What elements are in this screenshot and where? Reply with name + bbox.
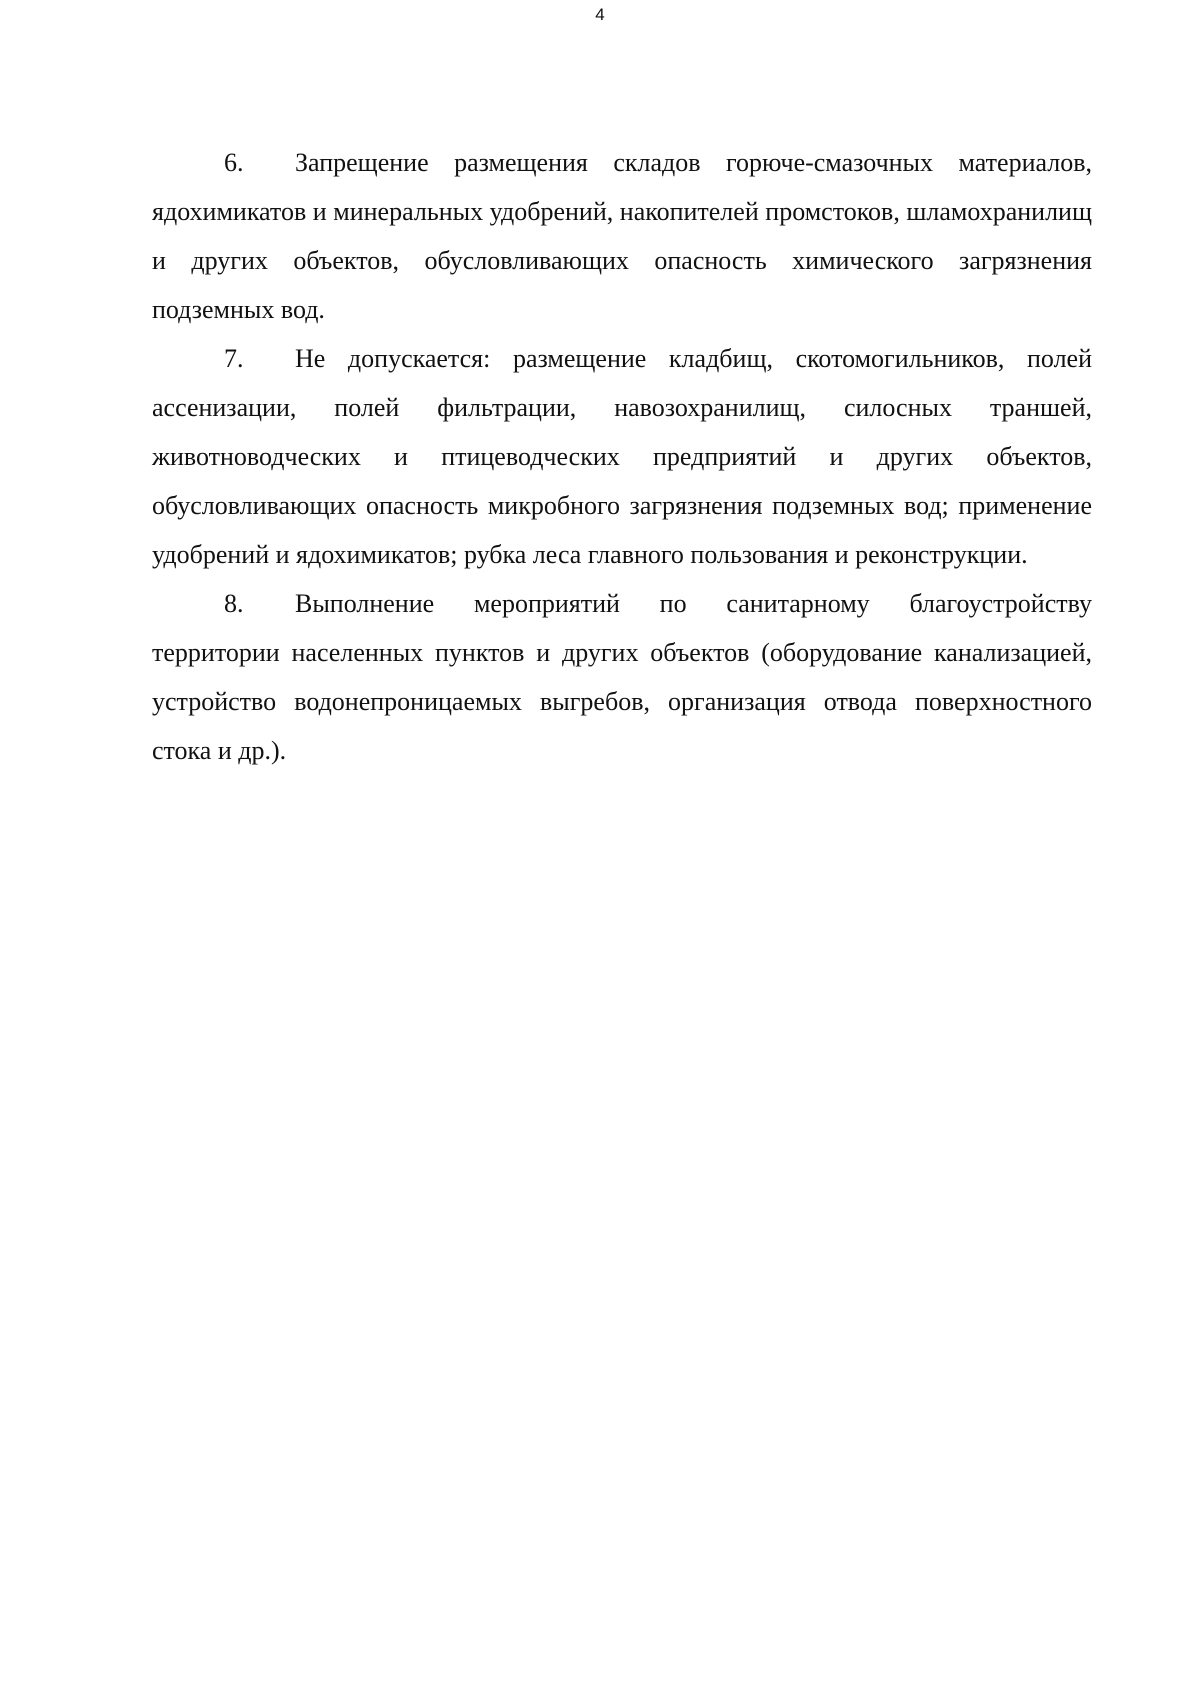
item-number: 7.: [224, 344, 244, 373]
list-item-6: [152, 138, 1092, 334]
item-text: Выполнение мероприятий по санитарному благоустройству территории населенных пунктов и других объектов (оборудование канализацией, устройство водонепроницаемых выгребов, организация отвода поверхностного стока и др.).: [152, 589, 1092, 765]
page-number: 4: [595, 5, 605, 24]
item-text: Не допускается: размещение кладбищ, скотомогильников, полей ассенизации, полей фильтрации, навозохранилищ, силосных траншей, животноводческих и птицеводческих предприятий и других объектов, обусловливающих опасность микробного загрязнения подземных вод; применение удобрений и ядохимикатов; рубка леса главного пользования и реконструкции.: [152, 344, 1092, 569]
item-text: Запрещение размещения складов горюче-смазочных материалов, ядохимикатов и минеральных удобрений, накопителей промстоков, шламохранилищ и других объектов, обусловливающих опасность химического загрязнения подземных вод.: [152, 148, 1092, 324]
item-number: 8.: [224, 589, 244, 618]
item-number: 6.: [224, 148, 244, 177]
list-item-7: [152, 334, 1092, 579]
list-item-8: [152, 579, 1092, 775]
document-body: [152, 138, 1092, 775]
